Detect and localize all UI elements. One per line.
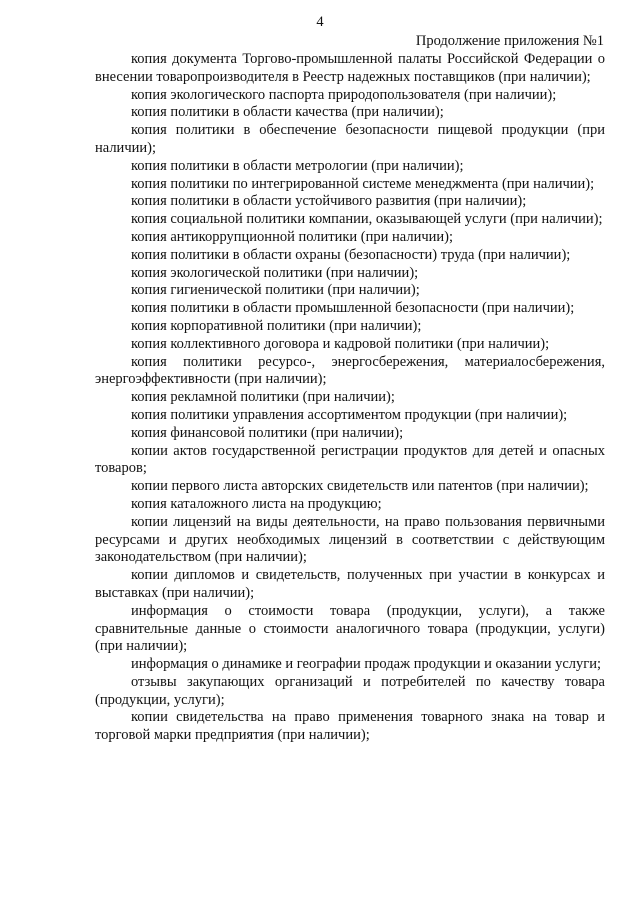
list-item: копия политики в области метрологии (при наличии); (131, 157, 464, 174)
list-item: копии лицензий на виды деятельности, на право пользования первичными ресурсами и других необходимых лицензий в соответствии с действующим законодательством (при наличии); (95, 513, 605, 566)
appendix-note: Продолжение приложения №1 (415, 33, 604, 49)
page-number: 4 (316, 14, 324, 30)
list-item: копия политики по интегрированной системе менеджмента (при наличии); (131, 175, 595, 192)
list-item: копия коллективного договора и кадровой политики (при наличии); (131, 335, 550, 352)
list-item: копия экологической политики (при наличии); (131, 264, 419, 281)
list-item: копия политики управления ассортиментом продукции (при наличии); (131, 406, 568, 423)
list-item: копия гигиенической политики (при наличии); (131, 282, 420, 299)
list-item: копия каталожного листа на продукцию; (131, 495, 382, 512)
list-item: копия социальной политики компании, оказывающей услуги (при наличии); (131, 211, 603, 228)
list-item: отзывы закупающих организаций и потребителей по качеству товара (продукции, услуги); (95, 673, 605, 708)
list-item: копия экологического паспорта природопользователя (при наличии); (131, 86, 557, 103)
list-item: копии дипломов и свидетельств, полученных при участии в конкурсах и выставках (при наличии); (95, 567, 605, 601)
list-item: копия политики в области охраны (безопасности) труда (при наличии); (131, 246, 571, 263)
list-item: копия финансовой политики (при наличии); (131, 424, 404, 441)
document-body (95, 51, 605, 745)
list-item: копия политики в области устойчивого развития (при наличии); (131, 193, 527, 210)
list-item: копия политики в области качества (при наличии); (131, 104, 444, 121)
list-item: информация о динамике и географии продаж продукции и оказании услуги; (131, 656, 601, 673)
list-item: копия политики в обеспечение безопасности пищевой продукции (при наличии); (95, 122, 605, 156)
list-item: копии первого листа авторских свидетельств или патентов (при наличии); (131, 478, 589, 495)
list-item: копия политики ресурсо-, энергосбережения, материалосбережения, энергоэффективности (при наличии); (95, 353, 605, 388)
list-item: копия политики в области промышленной безопасности (при наличии); (131, 300, 575, 317)
list-item: информация о стоимости товара (продукции, услуги), а также сравнительные данные о стоимости аналогичного товара (продукции, услуги) (при наличии); (95, 602, 605, 655)
list-item: копия документа Торгово-промышленной палаты Российской Федерации о внесении товаропроизводителя в Реестр надежных поставщиков (при наличии); (95, 51, 605, 85)
list-item: копии свидетельства на право применения товарного знака на товар и торговой марки предприятия (при наличии); (95, 709, 605, 744)
list-item: копии актов государственной регистрации продуктов для детей и опасных товаров; (95, 442, 605, 477)
list-item: копия рекламной политики (при наличии); (131, 389, 395, 406)
list-item: копия корпоративной политики (при наличии); (131, 317, 422, 334)
list-item: копия антикоррупционной политики (при наличии); (131, 228, 454, 245)
